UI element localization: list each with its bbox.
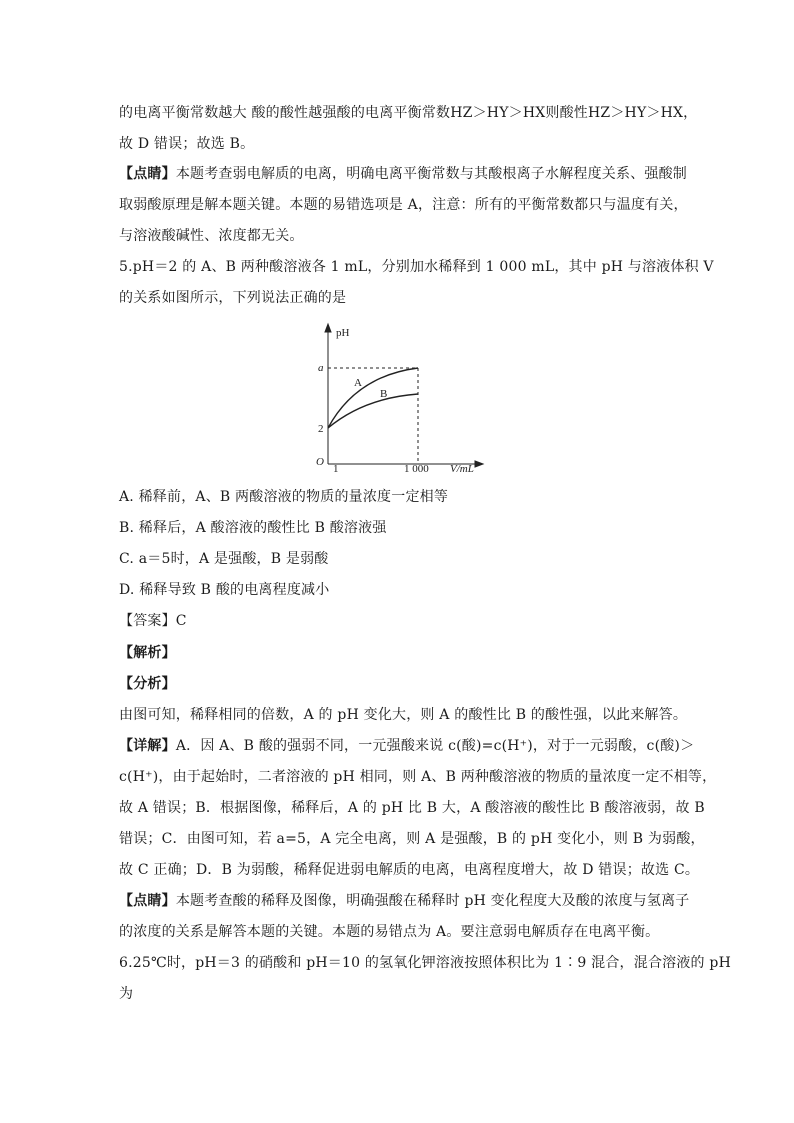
- note-tag: 【点睛】: [119, 166, 176, 182]
- text-line: 取弱酸原理是解本题关键。本题的易错选项是 A，注意：所有的平衡常数都只与温度有关，: [119, 197, 688, 213]
- detail-text: A．因 A、B 酸的强弱不同，一元强酸来说 c(酸)=c(H⁺)，对于一元弱酸，c(酸)＞: [175, 738, 695, 754]
- origin-label: O: [316, 456, 324, 468]
- fenxi-text: 由图可知，稀释相同的倍数，A 的 pH 变化大，则 A 的酸性比 B 的酸性强，以此来解答。: [119, 707, 688, 723]
- option-c: C. a＝5时，A 是强酸，B 是弱酸: [119, 551, 329, 567]
- curve-label-b: B: [380, 388, 388, 400]
- note-paragraph: [119, 164, 687, 184]
- text-line: 的浓度的关系是解答本题的关键。本题的易错点为 A。要注意弱电解质存在电离平衡。: [119, 924, 660, 940]
- note-text: 本题考查酸的稀释及图像，明确强酸在稀释时 pH 变化程度大及酸的浓度与氢离子: [175, 893, 690, 909]
- option-b: B. 稀释后，A 酸溶液的酸性比 B 酸溶液强: [119, 520, 387, 536]
- analysis-heading: 【解析】: [119, 645, 176, 661]
- question-5-stem: 5.pH＝2 的 A、B 两种酸溶液各 1 mL，分别加水稀释到 1 000 mL，其中 pH 与溶液体积 V: [119, 259, 714, 275]
- text-line: 错误；C．由图可知，若 a=5，A 完全电离，则 A 是强酸，B 的 pH 变化小，则 B 为弱酸，: [119, 831, 705, 847]
- question-6-stem: 6.25℃时，pH＝3 的硝酸和 pH＝10 的氢氧化钾溶液按照体积比为 1∶9 混合，混合溶液的 pH: [119, 955, 731, 971]
- text-line: c(H⁺)，由于起始时，二者溶液的 pH 相同，则 A、B 两种酸溶液的物质的量浓度一定不相等，: [119, 769, 717, 785]
- note-tag: 【点睛】: [119, 893, 176, 909]
- curve-a: [328, 368, 418, 428]
- text-line: 故 A 错误；B．根据图像，稀释后，A 的 pH 比 B 大，A 酸溶液的酸性比 B 酸溶液弱，故 B: [119, 800, 705, 816]
- y-axis-arrow: [325, 324, 331, 332]
- text-line: 与溶液酸碱性、浓度都无关。: [119, 228, 304, 244]
- x-axis-arrow: [475, 461, 483, 467]
- text-line: 故 D 错误；故选 B。: [119, 136, 255, 152]
- x-tick-1: 1: [333, 463, 339, 475]
- option-d: D. 稀释导致 B 酸的电离程度减小: [119, 582, 330, 598]
- curve-b: [328, 394, 418, 428]
- y-axis-label: pH: [336, 327, 350, 339]
- question-6-stem: 为: [119, 986, 134, 1002]
- option-a: A. 稀释前，A、B 两酸溶液的物质的量浓度一定相等: [119, 489, 449, 505]
- fenxi-heading: 【分析】: [119, 676, 176, 692]
- x-tick-1000: 1 000: [404, 463, 429, 475]
- x-axis-label: V/mL: [450, 463, 474, 475]
- text-line: 的电离平衡常数越大 酸的酸性越强酸的电离平衡常数HZ＞HY＞HX则酸性HZ＞HY＞HX，: [119, 105, 698, 121]
- ph-volume-figure: [300, 322, 490, 476]
- answer-line: 【答案】C: [119, 613, 187, 629]
- note-text: 本题考查弱电解质的电离，明确电离平衡常数与其酸根离子水解程度关系、强酸制: [175, 166, 688, 182]
- note-paragraph: [119, 891, 689, 911]
- y-tick-2: 2: [318, 423, 324, 435]
- detail-paragraph: [119, 736, 694, 756]
- text-line: 故 C 正确；D．B 为弱酸，稀释促进弱电解质的电离，电离程度增大，故 D 错误；故选 C。: [119, 862, 700, 878]
- curve-label-a: A: [354, 377, 362, 389]
- y-tick-a: a: [318, 362, 324, 374]
- detail-tag: 【详解】: [119, 738, 176, 754]
- question-5-stem: 的关系如图所示，下列说法正确的是: [119, 290, 347, 306]
